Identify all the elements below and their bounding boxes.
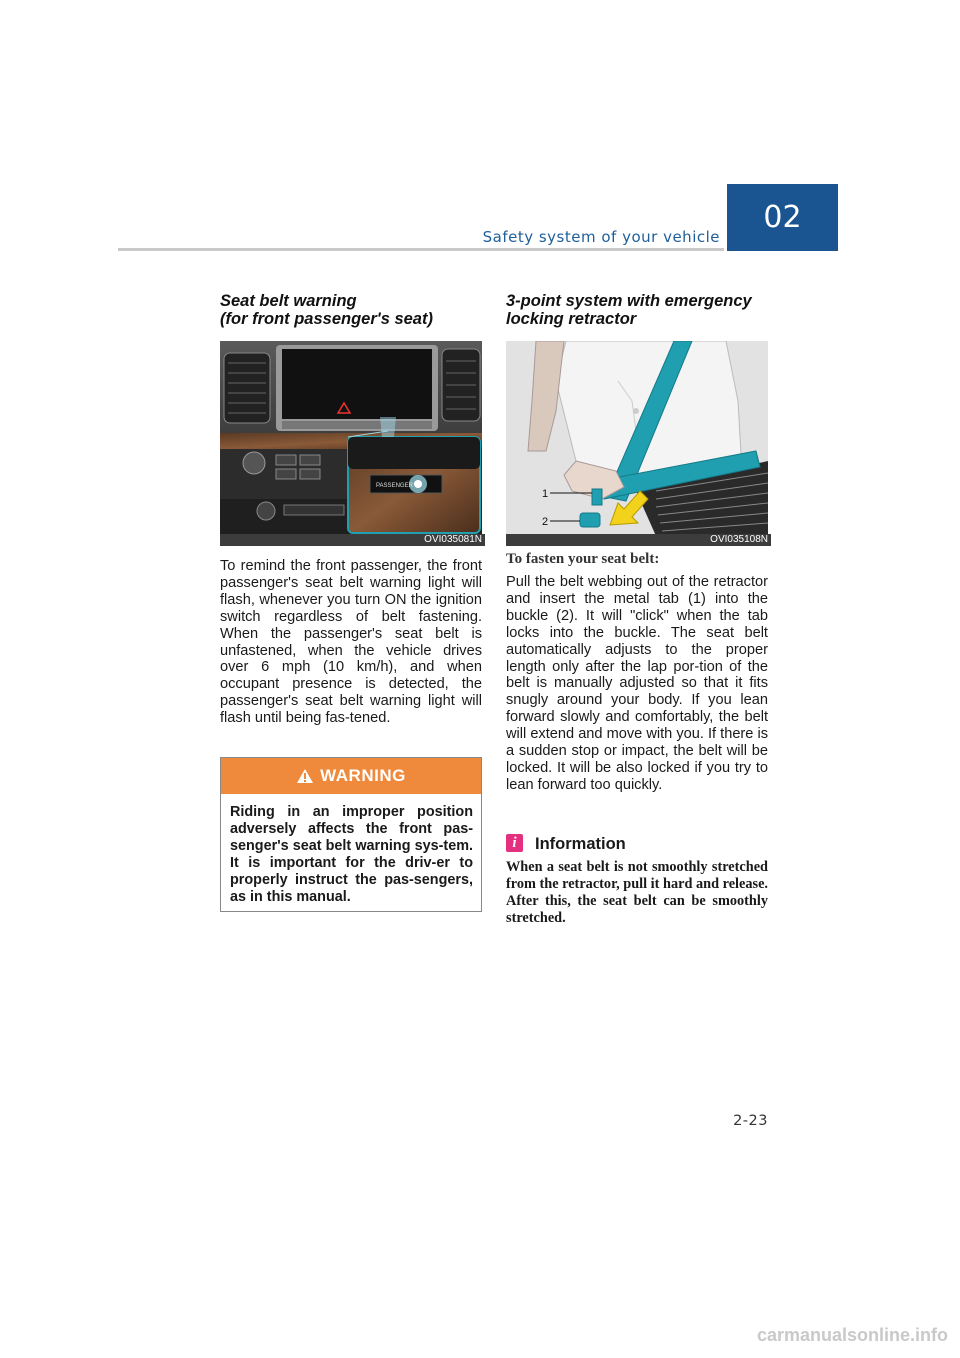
seat-belt-figure (506, 341, 768, 536)
heading-seat-belt-warning (220, 292, 482, 328)
paragraph-fasten-seat-belt: Pull the belt webbing out of the retractor and insert the metal tab (1) into the buckle (2). It will "click" when the tab locks into the buckle. The seat belt automatically adjusts to the proper length only after the lap por-tion of the belt is manually adjusted so that it fits snugly around your body. If you lean forward slowly and comfortably, the belt will extend and move with you. If there is a sudden stop or impact, the belt will be locked. It will be also locked if you try to lean forward too quickly. (506, 574, 769, 793)
info-title: Information (535, 835, 626, 853)
subheading-fasten-seat-belt: To fasten your seat belt: (506, 551, 660, 567)
chapter-badge (727, 184, 838, 251)
info-icon: i (506, 834, 523, 852)
warning-triangle-icon (296, 768, 314, 784)
warning-title: WARNING (320, 766, 406, 785)
heading-line-1: 3-point system with emergency (506, 292, 752, 310)
heading-line-1: Seat belt warning (220, 292, 357, 310)
dashboard-illustration (220, 341, 482, 536)
paragraph-seat-belt-warning: To remind the front passenger, the front passenger's seat belt warning light will flash, whenever you turn ON the ignition switch regardless of belt fastening. When the passenger's seat belt is unfastened, when the vehicle drives over 6 mph (10 km/h), and when occupant presence is detected, the passenger's seat belt warning light will flash until being fas-tened. (220, 558, 482, 727)
chapter-number: 02 (763, 200, 802, 235)
page-number: 2-23 (733, 1113, 768, 1129)
heading-3-point-system (506, 292, 768, 328)
warning-text: Riding in an improper position adversely affects the front pas-senger's seat belt warning sys-tem. It is important for the driv-er to properly instruct the pas-sengers, as in this manual. (230, 804, 473, 905)
callout-2: 2 (542, 516, 549, 528)
seat-belt-illustration (506, 341, 768, 536)
heading-line-2: (for front passenger's seat) (220, 310, 433, 328)
figure-code-left: OVI035081N (220, 534, 485, 546)
info-text: When a seat belt is not smoothly stretched from the retractor, pull it hard and release. After this, the seat belt can be smoothly stretched. (506, 859, 768, 926)
warning-box (220, 757, 482, 912)
callout-1: 1 (542, 488, 549, 500)
warning-header (221, 758, 481, 794)
passenger-label: PASSENGER (376, 483, 413, 489)
section-title: Safety system of your vehicle (482, 228, 720, 246)
dashboard-figure (220, 341, 482, 536)
heading-line-2: locking retractor (506, 310, 637, 328)
figure-code-right: OVI035108N (506, 534, 771, 546)
header-rule (118, 248, 724, 251)
watermark: carmanualsonline.info (756, 1325, 948, 1345)
